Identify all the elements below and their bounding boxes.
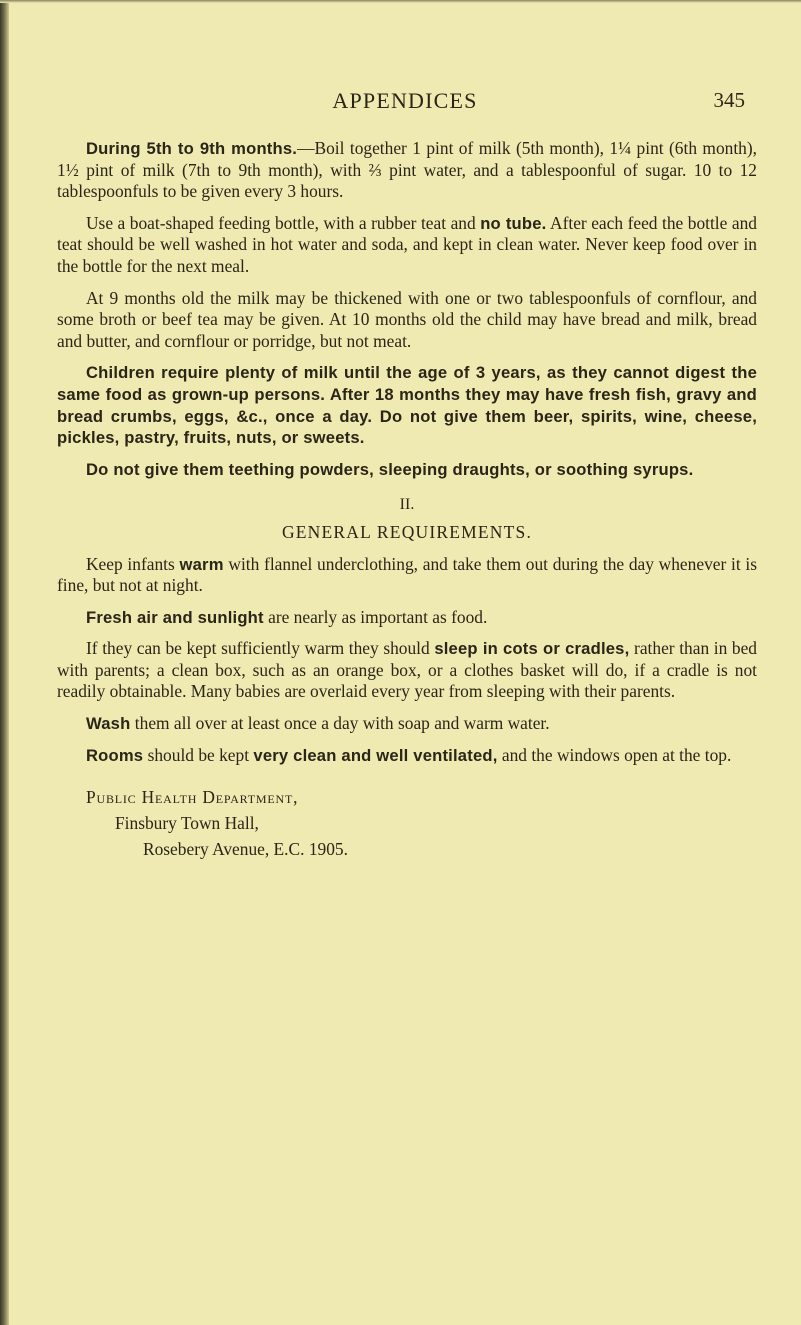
signature-town-hall: Finsbury Town Hall, [115, 813, 259, 834]
page-top-edge [0, 0, 801, 3]
paragraph-fresh-air [57, 607, 757, 629]
paragraph-feeding-5-9-months [57, 138, 757, 203]
text-run: and the windows open at the top. [497, 744, 732, 765]
bold-run: Rooms [86, 745, 144, 765]
text-run: After each feed the bottle and teat should be well washed in hot water and soda, and kept in clean water. Never keep food over in the bottle for the next meal. [57, 212, 757, 276]
paragraph-feeding-bottle [57, 213, 757, 278]
text-run: Use a boat-shaped feeding bottle, with a rubber teat and [86, 212, 481, 233]
paragraph-9-months: At 9 months old the milk may be thickened with one or two tablespoonfuls of cornflour, and some broth or beef tea may be given. At 10 months old the child may have bread and milk, bread and butter, and cornflour or porridge, but not meat. [57, 287, 757, 351]
section-number: II. [399, 496, 415, 514]
paragraph-keep-warm [57, 554, 757, 597]
text-run: them all over at least once a day with soap and warm water. [130, 713, 550, 734]
paragraph-no-powders: Do not give them teething powders, sleeping draughts, or soothing syrups. [86, 459, 694, 479]
section-title: GENERAL REQUIREMENTS. [281, 521, 533, 542]
page-binding-edge [0, 0, 9, 1325]
bold-run: sleep in cots or cradles, [434, 639, 630, 659]
paragraph-rooms [57, 745, 757, 767]
running-head [60, 88, 750, 118]
paragraph-lead: During 5th to 9th months. [86, 139, 298, 158]
text-run: with flannel underclothing, and take them out during the day whenever it is fine, but not at night. [57, 553, 757, 596]
paragraph-children-milk: Children require plenty of milk until the age of 3 years, as they cannot digest the same food as grown-up persons. After 18 months they may have fresh fish, gravy and bread crumbs, eggs, &c., once a day. Do not give them beer, spirits, wine, cheese, pickles, pastry, fruits, nuts, or sweets. [57, 363, 757, 448]
bold-run: very clean and well ventilated, [253, 745, 498, 765]
text-run: Keep infants [86, 553, 180, 574]
running-title: APPENDICES [332, 88, 478, 113]
paragraph-text: —Boil together 1 pint of milk (5th month), 1¼ pint (6th month), 1½ pint of milk (7th to 9th month), with ⅔ pint water, and a tablespoonful of sugar. 10 to 12 tablespoonfuls to be given every 3 hours. [57, 138, 757, 202]
text-run: should be kept [143, 744, 254, 765]
page-number: 345 [713, 88, 745, 112]
signature-department: Public Health Department, [86, 787, 299, 808]
body-text [57, 138, 757, 862]
signature-block [57, 784, 757, 862]
bold-run: warm [179, 554, 224, 574]
paragraph-wash [57, 713, 757, 735]
text-run: If they can be kept sufficiently warm they should [86, 638, 435, 659]
paragraph-sleep [57, 638, 757, 703]
bold-run: Wash [86, 714, 131, 734]
text-run: rather than in bed with parents; a clean box, such as an orange box, or a clothes basket will do, if a cradle is not readily obtainable. Many babies are overlaid every year from sleeping with their parents. [57, 638, 758, 702]
bold-run: no tube. [480, 213, 547, 233]
bold-run: Fresh air and sunlight [86, 607, 264, 627]
signature-address-date: Rosebery Avenue, E.C. 1905. [143, 839, 348, 860]
text-run: are nearly as important as food. [263, 606, 488, 627]
